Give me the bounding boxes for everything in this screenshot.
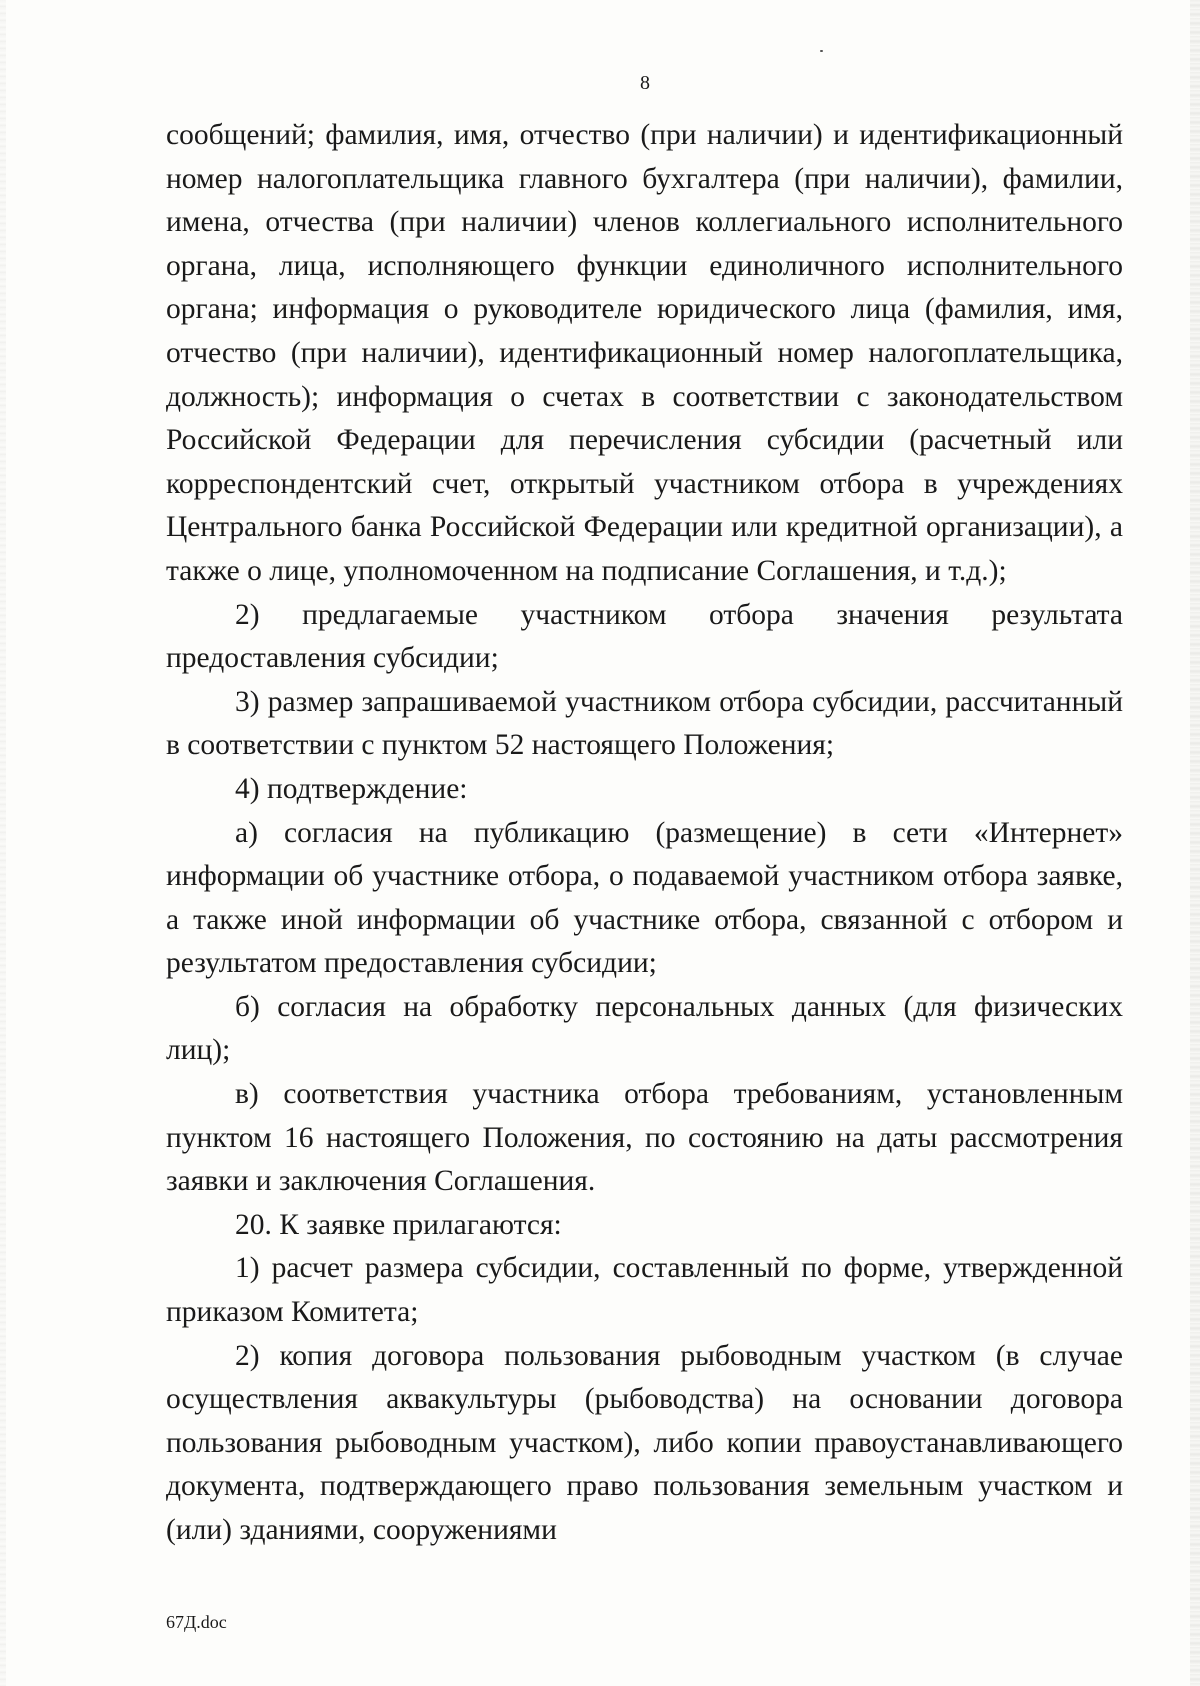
scan-speck [820,50,823,52]
footer-filename: 67Д.doc [166,1612,227,1632]
paragraph: 3) размер запрашиваемой участником отбора субсидии, рассчитанный в соответствии с пунктом 52 настоящего Положения; [166,685,1123,762]
paragraph: 20. К заявке прилагаются: [235,1208,562,1241]
page-number: 8 [640,72,650,94]
paragraph: а) согласия на публикацию (размещение) в сети «Интернет» информации об участнике отбора, о подаваемой участником отбора заявке, а также иной информации об участнике отбора, связанной с отбором и результатом предоставления субсидии; [166,816,1123,980]
paragraph: 2) копия договора пользования рыбоводным участком (в случае осуществления аквакультуры (рыбоводства) на основании договора пользования рыбоводным участком), либо копии правоустанавливающего документа, подтверждающего право пользования земельным участком и (или) зданиями, сооружениями [166,1339,1123,1546]
paragraph: 2) предлагаемые участником отбора значения результата предоставления субсидии; [166,598,1123,675]
body-text [166,114,1123,1553]
paragraph: 4) подтверждение: [235,772,468,805]
scan-edge-left [0,0,6,1686]
paragraph: сообщений; фамилия, имя, отчество (при наличии) и идентификационный номер налогоплательщика главного бухгалтера (при наличии), фамилии, имена, отчества (при наличии) членов коллегиального исполнительного органа, лица, исполняющего функции единоличного исполнительного органа; информация о руководителе юридического лица (фамилия, имя, отчество (при наличии), идентификационный номер налогоплательщика, должность); информация о счетах в соответствии с законодательством Российской Федерации для перечисления субсидии (расчетный или корреспондентский счет, открытый участником отбора в учреждениях Центрального банка Российской Федерации или кредитной организации), а также о лице, уполномоченном на подписание Соглашения, и т.д.); [166,119,1123,587]
paragraph: в) соответствия участника отбора требованиям, установленным пунктом 16 настоящего Положения, по состоянию на даты рассмотрения заявки и заключения Соглашения. [166,1078,1123,1198]
scan-edge-right [1190,0,1200,1686]
paragraph: 1) расчет размера субсидии, составленный по форме, утвержденной приказом Комитета; [166,1252,1123,1329]
paragraph: б) согласия на обработку персональных данных (для физических лиц); [166,990,1123,1067]
